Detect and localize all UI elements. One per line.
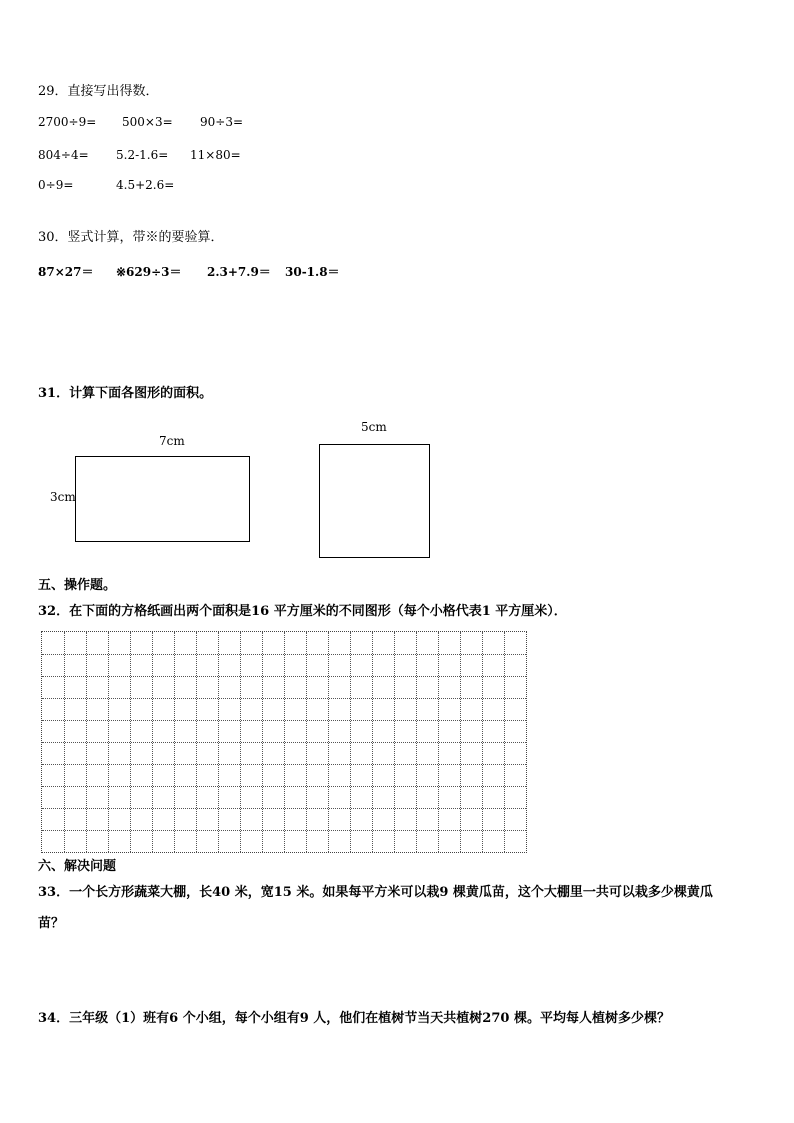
grid-horizontal-line [42, 654, 526, 655]
q29-r2-c3: 11×80= [190, 148, 241, 162]
rect-height-label: 3cm [50, 490, 76, 504]
square-side-label: 5cm [361, 420, 387, 434]
q30-item-4: 30-1.8＝ [285, 265, 340, 279]
section-6-heading: 六、解决问题 [38, 859, 117, 874]
q30-item-1: 87×27＝ [38, 265, 94, 279]
q33-line-2: 苗？ [38, 916, 65, 931]
grid-horizontal-line [42, 720, 526, 721]
q31-title: 31．计算下面各图形的面积。 [38, 386, 213, 401]
q29-r2-c2: 5.2-1.6= [116, 148, 169, 162]
grid-paper[interactable] [41, 631, 527, 853]
grid-horizontal-line [42, 742, 526, 743]
q30-item-2: ※629÷3＝ [116, 265, 182, 279]
q29-r1-c2: 500×3= [122, 115, 173, 129]
grid-horizontal-line [42, 830, 526, 831]
grid-horizontal-line [42, 764, 526, 765]
q29-r2-c1: 804÷4= [38, 148, 89, 162]
section-5-heading: 五、操作题。 [38, 578, 117, 593]
grid-horizontal-line [42, 786, 526, 787]
square-figure [319, 444, 430, 558]
q29-r1-c1: 2700÷9= [38, 115, 97, 129]
rect-width-label: 7cm [159, 434, 185, 448]
grid-horizontal-line [42, 698, 526, 699]
grid-horizontal-line [42, 808, 526, 809]
rectangle-figure [75, 456, 250, 542]
q33-line-1: 33．一个长方形蔬菜大棚，长40 米，宽15 米。如果每平方米可以栽9 棵黄瓜苗，这个大棚里一共可以栽多少棵黄瓜 [38, 885, 713, 900]
q30-title: 30．竖式计算，带※的要验算． [38, 230, 224, 245]
q29-title: 29．直接写出得数． [38, 84, 159, 99]
q34-text: 34．三年级（1）班有6 个小组，每个小组有9 人，他们在植树节当天共植树270 棵。平均每人植树多少棵？ [38, 1011, 670, 1026]
q30-item-3: 2.3+7.9＝ [207, 265, 271, 279]
q29-r3-c2: 4.5+2.6= [116, 178, 175, 192]
q29-r1-c3: 90÷3= [200, 115, 244, 129]
q32-title: 32．在下面的方格纸画出两个面积是16 平方厘米的不同图形（每个小格代表1 平方厘米）． [38, 604, 567, 619]
grid-horizontal-line [42, 676, 526, 677]
q29-r3-c1: 0÷9= [38, 178, 74, 192]
